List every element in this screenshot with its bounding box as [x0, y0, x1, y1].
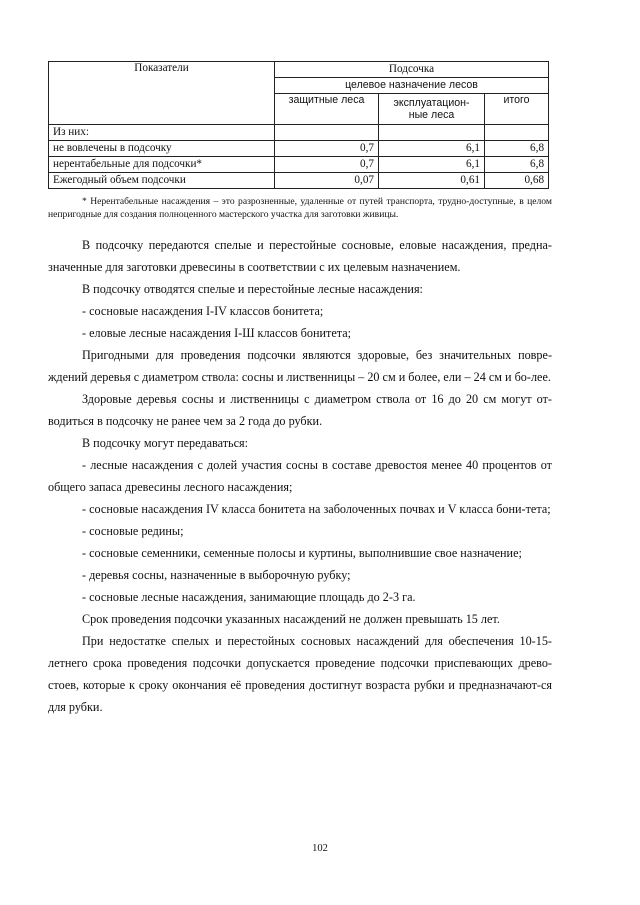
paragraph: При недостатке спелых и перестойных сосновых насаждений для обеспечения 10-15-летнего срока проведения подсочки допускается проведение подсочки приспевающих древо-стоев, которые к сроку окончания её проведения достигнут возраста рубки и предназначают-ся для рубки. — [48, 634, 552, 714]
cell-protective: 0,7 — [275, 157, 379, 173]
cell-protective — [275, 125, 379, 141]
row-label: Ежегодный объем подсочки — [49, 173, 275, 189]
cell-exploitation: 6,1 — [379, 157, 485, 173]
paragraph: В подсочку отводятся спелые и перестойные лесные насаждения: — [82, 282, 423, 296]
list-item: - сосновые насаждения I-IV классов бонитета; — [82, 304, 324, 318]
row-label: нерентабельные для подсочки* — [49, 157, 275, 173]
cell-protective: 0,07 — [275, 173, 379, 189]
list-item: - сосновые лесные насаждения, занимающие площадь до 2-3 га. — [82, 590, 416, 604]
header-protective: защитные леса — [275, 94, 379, 125]
body-text — [48, 234, 552, 718]
table-row — [49, 125, 549, 141]
header-indicators: Показатели — [49, 62, 275, 125]
cell-total — [485, 125, 549, 141]
page-number: 102 — [312, 843, 328, 854]
cell-exploitation: 0,61 — [379, 173, 485, 189]
cell-total: 0,68 — [485, 173, 549, 189]
header-exploitation — [379, 94, 485, 125]
header-exploitation-line2: ные леса — [408, 109, 455, 121]
table-row — [49, 173, 549, 189]
list-item: - сосновые семенники, семенные полосы и куртины, выполнившие свое назначение; — [82, 546, 522, 560]
paragraph: В подсочку передаются спелые и перестойные сосновые, еловые насаждения, предна-значенные для заготовки древесины в соответствии с их целевым назначением. — [48, 238, 552, 274]
list-item: - еловые лесные насаждения I-Ш классов бонитета; — [82, 326, 352, 340]
list-item: - деревья сосны, назначенные в выборочную рубку; — [82, 568, 351, 582]
list-item: - лесные насаждения с долей участия сосны в составе древостоя менее 40 процентов от общего запаса древесины лесного насаждения; — [48, 458, 552, 494]
cell-total: 6,8 — [485, 157, 549, 173]
cell-total: 6,8 — [485, 141, 549, 157]
header-purpose: целевое назначение лесов — [275, 78, 549, 94]
header-total: итого — [485, 94, 549, 125]
list-item: - сосновые насаждения IV класса бонитета на заболоченных почвах и V класса бони-тета; — [82, 502, 551, 516]
list-item: - сосновые редины; — [82, 524, 184, 538]
cell-protective: 0,7 — [275, 141, 379, 157]
table-header-row — [49, 62, 549, 78]
cell-exploitation: 6,1 — [379, 141, 485, 157]
row-label: Из них: — [49, 125, 275, 141]
header-tapping: Подсочка — [275, 62, 549, 78]
tapping-table — [48, 61, 549, 189]
table-row — [49, 157, 549, 173]
cell-exploitation — [379, 125, 485, 141]
footnote: * Нерентабельные насаждения – это разрозненные, удаленные от путей транспорта, трудно-доступные, в целом непригодные для создания полноценного мастерского участка для заготовки живицы. — [48, 196, 552, 220]
table-row — [49, 141, 549, 157]
paragraph: Срок проведения подсочки указанных насаждений не должен превышать 15 лет. — [82, 612, 500, 626]
paragraph: В подсочку могут передаваться: — [82, 436, 248, 450]
header-exploitation-line1: эксплуатацион- — [393, 96, 470, 109]
paragraph: Пригодными для проведения подсочки являются здоровые, без значительных повре-ждений деревья с диаметром ствола: сосны и лиственницы – 20 см и более, ели – 24 см и бо-лее. — [48, 348, 552, 384]
row-label: не вовлечены в подсочку — [49, 141, 275, 157]
paragraph: Здоровые деревья сосны и лиственницы с диаметром ствола от 16 до 20 см могут от-водиться в подсочку не ранее чем за 2 года до рубки. — [48, 392, 552, 428]
